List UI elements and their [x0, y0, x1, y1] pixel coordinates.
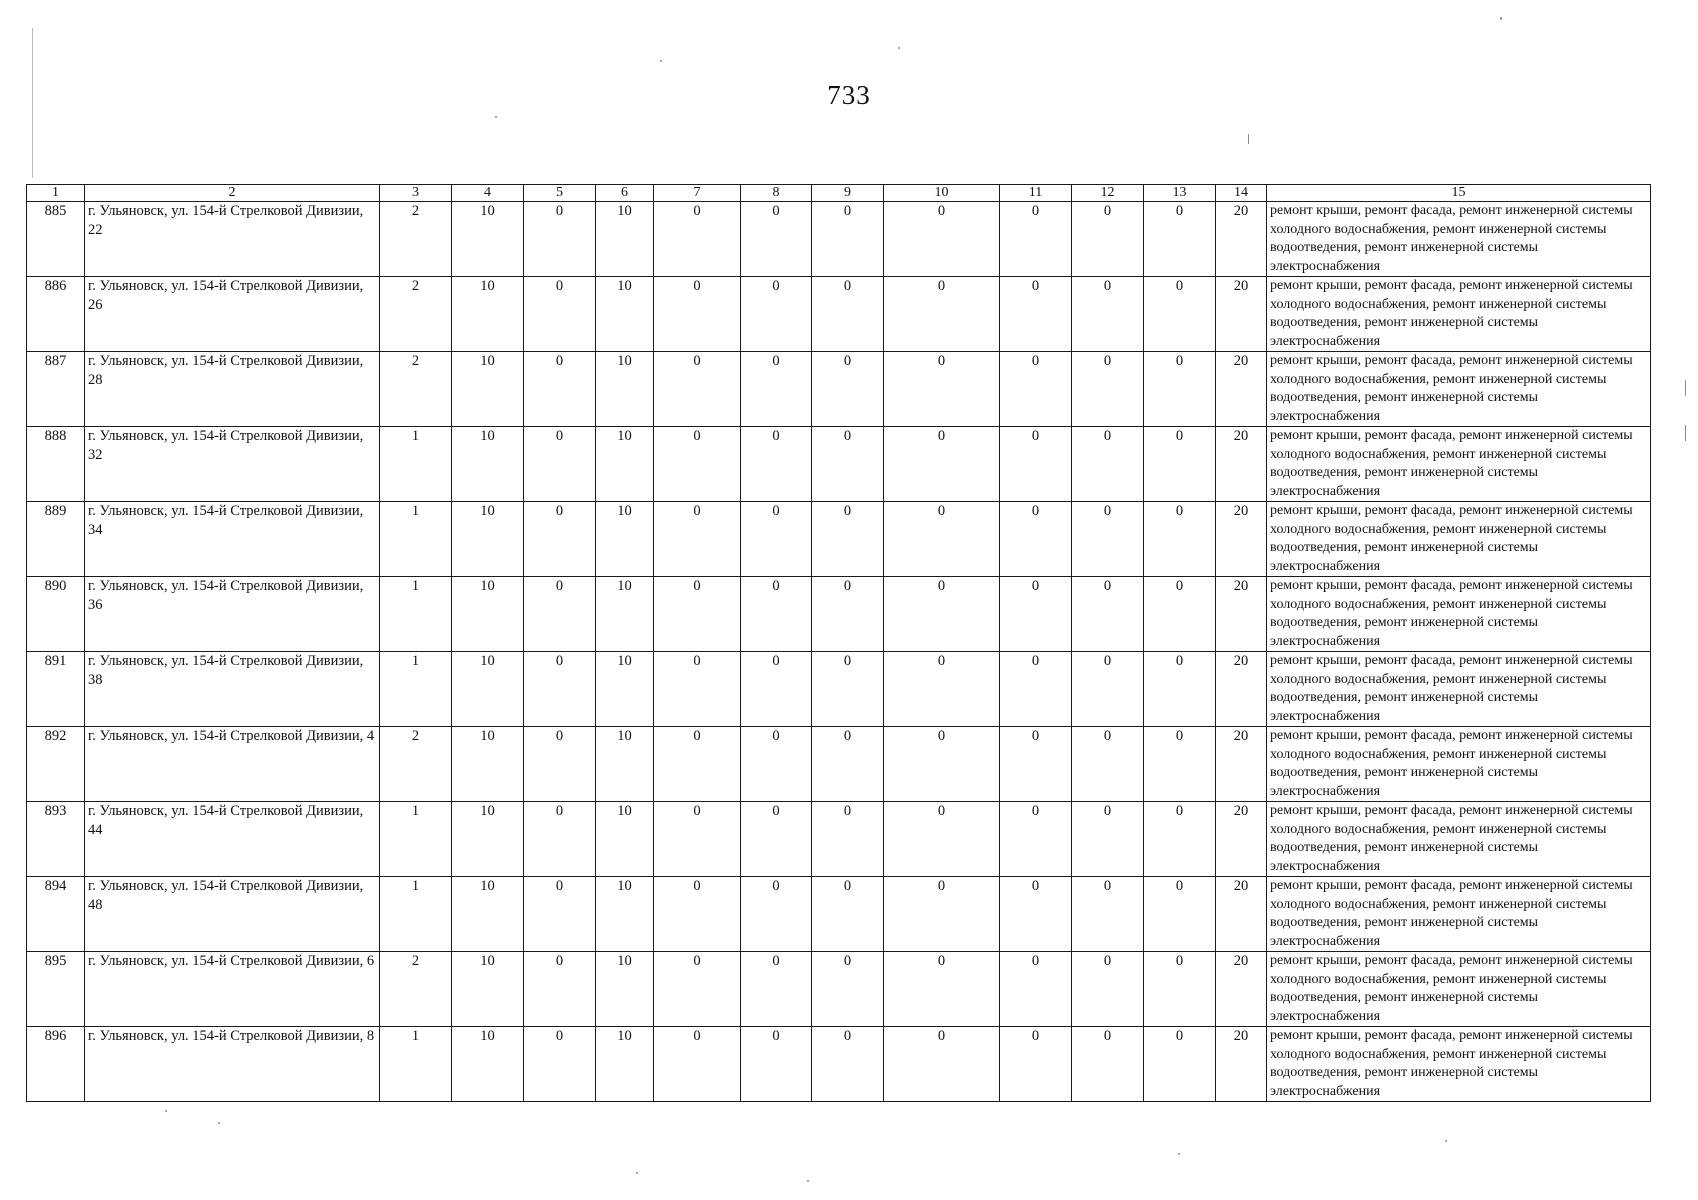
value-cell: 2 [380, 727, 452, 802]
value-cell: 0 [741, 952, 812, 1027]
value-cell: 0 [741, 727, 812, 802]
value-cell: 20 [1216, 727, 1267, 802]
scan-speck [1500, 17, 1502, 20]
value-cell: 1 [380, 1027, 452, 1102]
value-cell: 0 [1072, 727, 1144, 802]
table-row [27, 202, 1651, 277]
scan-speck [165, 1110, 167, 1112]
address-cell: г. Ульяновск, ул. 154-й Стрелковой Дивизии, 48 [85, 877, 380, 952]
value-cell: 0 [1144, 502, 1216, 577]
row-number-cell: 891 [27, 652, 85, 727]
value-cell: 0 [1144, 202, 1216, 277]
value-cell: 10 [452, 202, 524, 277]
works-cell: ремонт крыши, ремонт фасада, ремонт инженерной системы холодного водоснабжения, ремонт инженерной системы водоотведения, ремонт инженерной системы электроснабжения [1267, 502, 1651, 577]
address-cell: г. Ульяновск, ул. 154-й Стрелковой Дивизии, 32 [85, 427, 380, 502]
value-cell: 0 [1144, 802, 1216, 877]
value-cell: 0 [741, 502, 812, 577]
column-header: 15 [1267, 185, 1651, 202]
column-header: 13 [1144, 185, 1216, 202]
table-row [27, 802, 1651, 877]
value-cell: 10 [596, 952, 654, 1027]
address-cell: г. Ульяновск, ул. 154-й Стрелковой Дивизии, 8 [85, 1027, 380, 1102]
table-row [27, 352, 1651, 427]
value-cell: 0 [1144, 652, 1216, 727]
value-cell: 0 [654, 277, 741, 352]
value-cell: 0 [884, 727, 1000, 802]
value-cell: 0 [741, 652, 812, 727]
value-cell: 0 [884, 202, 1000, 277]
value-cell: 20 [1216, 277, 1267, 352]
value-cell: 0 [812, 577, 884, 652]
column-header: 7 [654, 185, 741, 202]
row-number-cell: 895 [27, 952, 85, 1027]
value-cell: 0 [1144, 277, 1216, 352]
scan-speck [807, 1180, 809, 1182]
value-cell: 0 [1000, 952, 1072, 1027]
row-number-cell: 890 [27, 577, 85, 652]
value-cell: 0 [654, 577, 741, 652]
row-number-cell: 892 [27, 727, 85, 802]
value-cell: 0 [1144, 427, 1216, 502]
works-cell: ремонт крыши, ремонт фасада, ремонт инженерной системы холодного водоснабжения, ремонт инженерной системы водоотведения, ремонт инженерной системы электроснабжения [1267, 802, 1651, 877]
value-cell: 0 [1144, 352, 1216, 427]
column-header: 12 [1072, 185, 1144, 202]
value-cell: 0 [1000, 652, 1072, 727]
column-header: 11 [1000, 185, 1072, 202]
value-cell: 0 [1144, 577, 1216, 652]
value-cell: 10 [452, 427, 524, 502]
value-cell: 0 [1072, 577, 1144, 652]
value-cell: 0 [1072, 202, 1144, 277]
column-header: 5 [524, 185, 596, 202]
scan-speck [1685, 425, 1686, 441]
value-cell: 0 [1072, 877, 1144, 952]
value-cell: 10 [596, 877, 654, 952]
value-cell: 10 [452, 952, 524, 1027]
column-header: 14 [1216, 185, 1267, 202]
value-cell: 0 [1000, 877, 1072, 952]
table-row [27, 727, 1651, 802]
value-cell: 10 [596, 652, 654, 727]
value-cell: 10 [452, 877, 524, 952]
value-cell: 0 [812, 427, 884, 502]
value-cell: 0 [1072, 802, 1144, 877]
table-row [27, 952, 1651, 1027]
row-number-cell: 889 [27, 502, 85, 577]
value-cell: 0 [524, 802, 596, 877]
works-cell: ремонт крыши, ремонт фасада, ремонт инженерной системы холодного водоснабжения, ремонт инженерной системы водоотведения, ремонт инженерной системы электроснабжения [1267, 1027, 1651, 1102]
value-cell: 0 [884, 577, 1000, 652]
scan-speck [1445, 1140, 1447, 1142]
value-cell: 0 [1000, 727, 1072, 802]
value-cell: 0 [1072, 952, 1144, 1027]
value-cell: 0 [524, 877, 596, 952]
value-cell: 10 [596, 352, 654, 427]
value-cell: 1 [380, 427, 452, 502]
value-cell: 20 [1216, 1027, 1267, 1102]
value-cell: 10 [452, 577, 524, 652]
value-cell: 10 [452, 502, 524, 577]
scan-speck [898, 47, 900, 49]
repair-register-table [26, 184, 1651, 1102]
value-cell: 10 [452, 1027, 524, 1102]
value-cell: 20 [1216, 502, 1267, 577]
value-cell: 0 [812, 952, 884, 1027]
value-cell: 1 [380, 502, 452, 577]
value-cell: 2 [380, 952, 452, 1027]
value-cell: 0 [884, 1027, 1000, 1102]
value-cell: 20 [1216, 427, 1267, 502]
value-cell: 10 [596, 727, 654, 802]
value-cell: 1 [380, 652, 452, 727]
column-header: 3 [380, 185, 452, 202]
value-cell: 10 [596, 1027, 654, 1102]
scan-speck [660, 60, 662, 62]
address-cell: г. Ульяновск, ул. 154-й Стрелковой Дивизии, 44 [85, 802, 380, 877]
value-cell: 0 [884, 652, 1000, 727]
table-row [27, 1027, 1651, 1102]
row-number-cell: 887 [27, 352, 85, 427]
value-cell: 0 [654, 502, 741, 577]
value-cell: 0 [741, 352, 812, 427]
value-cell: 0 [741, 877, 812, 952]
value-cell: 0 [654, 427, 741, 502]
column-header: 2 [85, 185, 380, 202]
works-cell: ремонт крыши, ремонт фасада, ремонт инженерной системы холодного водоснабжения, ремонт инженерной системы водоотведения, ремонт инженерной системы электроснабжения [1267, 877, 1651, 952]
value-cell: 10 [596, 802, 654, 877]
row-number-cell: 888 [27, 427, 85, 502]
value-cell: 0 [741, 577, 812, 652]
value-cell: 0 [741, 802, 812, 877]
value-cell: 10 [596, 202, 654, 277]
value-cell: 0 [1144, 1027, 1216, 1102]
scan-speck [1685, 380, 1686, 396]
works-cell: ремонт крыши, ремонт фасада, ремонт инженерной системы холодного водоснабжения, ремонт инженерной системы водоотведения, ремонт инженерной системы электроснабжения [1267, 577, 1651, 652]
address-cell: г. Ульяновск, ул. 154-й Стрелковой Дивизии, 28 [85, 352, 380, 427]
value-cell: 0 [524, 1027, 596, 1102]
value-cell: 0 [524, 502, 596, 577]
value-cell: 0 [741, 202, 812, 277]
column-header: 8 [741, 185, 812, 202]
scan-speck [495, 116, 497, 118]
works-cell: ремонт крыши, ремонт фасада, ремонт инженерной системы холодного водоснабжения, ремонт инженерной системы водоотведения, ремонт инженерной системы электроснабжения [1267, 352, 1651, 427]
value-cell: 0 [884, 802, 1000, 877]
works-cell: ремонт крыши, ремонт фасада, ремонт инженерной системы холодного водоснабжения, ремонт инженерной системы водоотведения, ремонт инженерной системы электроснабжения [1267, 427, 1651, 502]
value-cell: 0 [741, 427, 812, 502]
value-cell: 0 [812, 502, 884, 577]
value-cell: 20 [1216, 877, 1267, 952]
column-header: 4 [452, 185, 524, 202]
row-number-cell: 896 [27, 1027, 85, 1102]
value-cell: 0 [812, 727, 884, 802]
value-cell: 0 [524, 202, 596, 277]
value-cell: 0 [884, 877, 1000, 952]
value-cell: 0 [812, 802, 884, 877]
table-row [27, 877, 1651, 952]
address-cell: г. Ульяновск, ул. 154-й Стрелковой Дивизии, 4 [85, 727, 380, 802]
value-cell: 0 [1072, 352, 1144, 427]
value-cell: 0 [884, 352, 1000, 427]
value-cell: 0 [524, 652, 596, 727]
value-cell: 0 [812, 652, 884, 727]
value-cell: 0 [1000, 577, 1072, 652]
row-number-cell: 886 [27, 277, 85, 352]
value-cell: 0 [524, 277, 596, 352]
value-cell: 10 [452, 652, 524, 727]
page-number: 733 [827, 80, 871, 110]
works-cell: ремонт крыши, ремонт фасада, ремонт инженерной системы холодного водоснабжения, ремонт инженерной системы водоотведения, ремонт инженерной системы электроснабжения [1267, 727, 1651, 802]
row-number-cell: 894 [27, 877, 85, 952]
table-row [27, 277, 1651, 352]
scan-speck [1248, 134, 1249, 144]
value-cell: 0 [654, 202, 741, 277]
value-cell: 2 [380, 352, 452, 427]
value-cell: 0 [884, 502, 1000, 577]
address-cell: г. Ульяновск, ул. 154-й Стрелковой Дивизии, 26 [85, 277, 380, 352]
value-cell: 0 [741, 277, 812, 352]
value-cell: 0 [524, 952, 596, 1027]
value-cell: 10 [452, 727, 524, 802]
column-header: 1 [27, 185, 85, 202]
column-number-row [27, 185, 1651, 202]
value-cell: 0 [812, 1027, 884, 1102]
value-cell: 10 [452, 352, 524, 427]
works-cell: ремонт крыши, ремонт фасада, ремонт инженерной системы холодного водоснабжения, ремонт инженерной системы водоотведения, ремонт инженерной системы электроснабжения [1267, 652, 1651, 727]
value-cell: 20 [1216, 652, 1267, 727]
table-row [27, 577, 1651, 652]
scan-speck [218, 1122, 220, 1124]
value-cell: 0 [1144, 952, 1216, 1027]
value-cell: 0 [524, 577, 596, 652]
value-cell: 0 [1072, 652, 1144, 727]
row-number-cell: 893 [27, 802, 85, 877]
value-cell: 0 [812, 277, 884, 352]
value-cell: 0 [812, 877, 884, 952]
works-cell: ремонт крыши, ремонт фасада, ремонт инженерной системы холодного водоснабжения, ремонт инженерной системы водоотведения, ремонт инженерной системы электроснабжения [1267, 277, 1651, 352]
row-number-cell: 885 [27, 202, 85, 277]
value-cell: 0 [654, 1027, 741, 1102]
value-cell: 0 [1072, 427, 1144, 502]
table-row [27, 427, 1651, 502]
value-cell: 20 [1216, 202, 1267, 277]
value-cell: 0 [812, 352, 884, 427]
address-cell: г. Ульяновск, ул. 154-й Стрелковой Дивизии, 38 [85, 652, 380, 727]
column-header: 9 [812, 185, 884, 202]
value-cell: 0 [1000, 352, 1072, 427]
value-cell: 2 [380, 277, 452, 352]
value-cell: 10 [452, 802, 524, 877]
value-cell: 2 [380, 202, 452, 277]
address-cell: г. Ульяновск, ул. 154-й Стрелковой Дивизии, 22 [85, 202, 380, 277]
value-cell: 0 [1000, 802, 1072, 877]
value-cell: 0 [654, 802, 741, 877]
value-cell: 0 [654, 952, 741, 1027]
value-cell: 1 [380, 802, 452, 877]
value-cell: 0 [884, 952, 1000, 1027]
value-cell: 0 [884, 277, 1000, 352]
value-cell: 1 [380, 577, 452, 652]
address-cell: г. Ульяновск, ул. 154-й Стрелковой Дивизии, 6 [85, 952, 380, 1027]
value-cell: 10 [596, 427, 654, 502]
value-cell: 0 [1000, 427, 1072, 502]
value-cell: 0 [1000, 202, 1072, 277]
table-row [27, 652, 1651, 727]
value-cell: 0 [524, 727, 596, 802]
value-cell: 10 [596, 577, 654, 652]
value-cell: 0 [1000, 1027, 1072, 1102]
value-cell: 0 [654, 352, 741, 427]
value-cell: 0 [1072, 277, 1144, 352]
table-row [27, 502, 1651, 577]
value-cell: 20 [1216, 952, 1267, 1027]
address-cell: г. Ульяновск, ул. 154-й Стрелковой Дивизии, 36 [85, 577, 380, 652]
value-cell: 0 [1072, 1027, 1144, 1102]
value-cell: 0 [654, 727, 741, 802]
value-cell: 0 [654, 877, 741, 952]
value-cell: 0 [1000, 502, 1072, 577]
value-cell: 20 [1216, 352, 1267, 427]
value-cell: 0 [524, 352, 596, 427]
value-cell: 0 [654, 652, 741, 727]
value-cell: 0 [1144, 877, 1216, 952]
value-cell: 20 [1216, 802, 1267, 877]
value-cell: 0 [812, 202, 884, 277]
value-cell: 20 [1216, 577, 1267, 652]
scan-speck [1178, 1153, 1180, 1155]
value-cell: 0 [884, 427, 1000, 502]
value-cell: 0 [1144, 727, 1216, 802]
value-cell: 0 [1000, 277, 1072, 352]
value-cell: 10 [452, 277, 524, 352]
value-cell: 0 [741, 1027, 812, 1102]
value-cell: 10 [596, 502, 654, 577]
works-cell: ремонт крыши, ремонт фасада, ремонт инженерной системы холодного водоснабжения, ремонт инженерной системы водоотведения, ремонт инженерной системы электроснабжения [1267, 202, 1651, 277]
value-cell: 0 [1072, 502, 1144, 577]
works-cell: ремонт крыши, ремонт фасада, ремонт инженерной системы холодного водоснабжения, ремонт инженерной системы водоотведения, ремонт инженерной системы электроснабжения [1267, 952, 1651, 1027]
column-header: 6 [596, 185, 654, 202]
column-header: 10 [884, 185, 1000, 202]
value-cell: 1 [380, 877, 452, 952]
value-cell: 10 [596, 277, 654, 352]
table-body [27, 202, 1651, 1102]
address-cell: г. Ульяновск, ул. 154-й Стрелковой Дивизии, 34 [85, 502, 380, 577]
value-cell: 0 [524, 427, 596, 502]
scan-speck [636, 1172, 638, 1174]
